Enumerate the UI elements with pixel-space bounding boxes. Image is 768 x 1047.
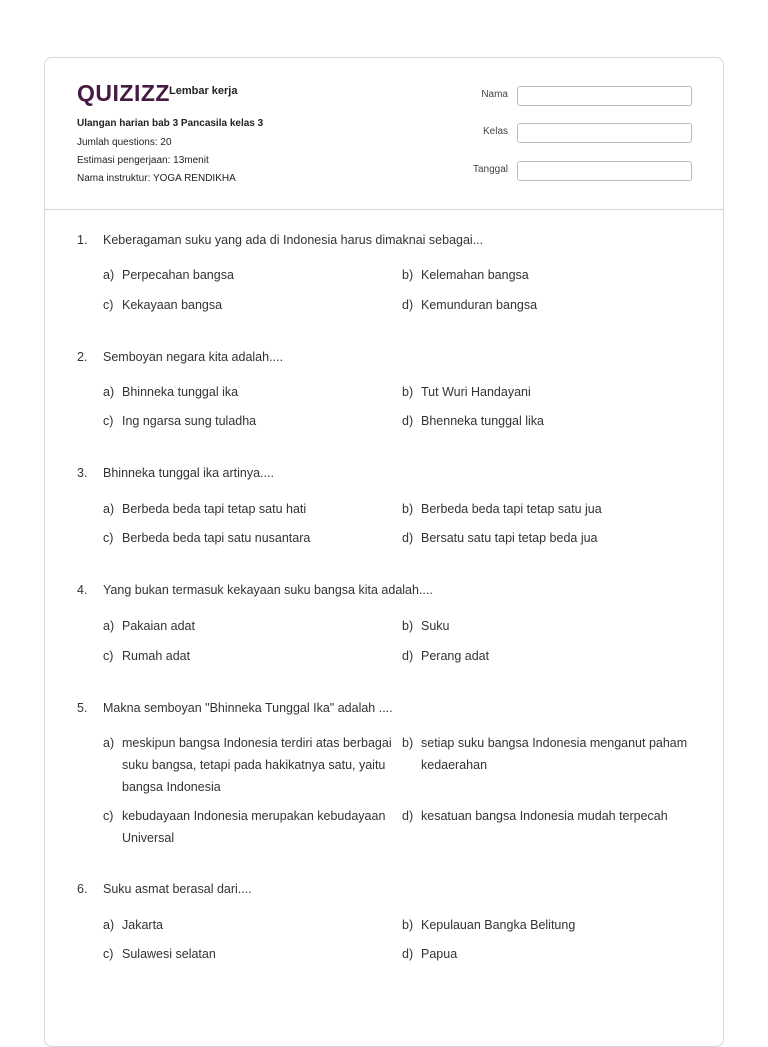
option-text: meskipun bangsa Indonesia terdiri atas berbagai suku bangsa, tetapi pada hakikatnya satu, yaitu bangsa Indonesia: [122, 736, 392, 794]
option-text: Tut Wuri Handayani: [421, 385, 531, 399]
option-text: Berbeda beda tapi tetap satu jua: [421, 502, 602, 516]
option-text: Ing ngarsa sung tuladha: [122, 414, 257, 428]
option-letter: c): [103, 531, 114, 545]
option-letter: d): [402, 947, 414, 961]
option-letter: c): [103, 298, 114, 312]
question-text: Semboyan negara kita adalah....: [103, 350, 283, 364]
question-count: Jumlah questions: 20: [77, 137, 172, 148]
question-text: Keberagaman suku yang ada di Indonesia harus dimaknai sebagai...: [103, 233, 484, 247]
class-field[interactable]: [517, 123, 692, 143]
option-letter: c): [103, 809, 114, 823]
option-letter: a): [103, 268, 115, 282]
option-letter: a): [103, 918, 115, 932]
question-text: Suku asmat berasal dari....: [103, 882, 252, 896]
option-letter: b): [402, 736, 414, 750]
option-text: Kepulauan Bangka Belitung: [421, 918, 576, 932]
option-letter: a): [103, 619, 115, 633]
question-number: 1.: [77, 233, 88, 247]
class-label: Kelas: [482, 126, 508, 137]
option-text: Bhinneka tunggal ika: [122, 385, 239, 399]
option-text: Suku: [421, 619, 450, 633]
option-text: setiap suku bangsa Indonesia menganut paham kedaerahan: [421, 736, 688, 772]
option-text: Papua: [421, 947, 458, 961]
question-text: Makna semboyan "Bhinneka Tunggal Ika" adalah ....: [103, 701, 393, 715]
option-letter: d): [402, 531, 414, 545]
option-text: Kekayaan bangsa: [122, 298, 223, 312]
option-letter: b): [402, 268, 414, 282]
option-text: Rumah adat: [122, 649, 191, 663]
option-letter: a): [103, 502, 115, 516]
instructor-name: Nama instruktur: YOGA RENDIKHA: [77, 173, 236, 184]
worksheet-header: [45, 58, 723, 210]
quizizz-logo: QUIZIZZ: [77, 80, 170, 106]
option-letter: a): [103, 385, 115, 399]
option-text: Bersatu satu tapi tetap beda jua: [421, 531, 598, 545]
option-letter: a): [103, 736, 115, 750]
worksheet: [44, 57, 724, 1047]
option-letter: d): [402, 414, 414, 428]
option-letter: d): [402, 298, 414, 312]
option-text: Kelemahan bangsa: [421, 268, 529, 282]
option-letter: d): [402, 649, 414, 663]
date-field[interactable]: [517, 161, 692, 181]
option-text: Perang adat: [421, 649, 490, 663]
worksheet-label: Lembar kerja: [169, 85, 238, 97]
quiz-title: Ulangan harian bab 3 Pancasila kelas 3: [77, 118, 264, 129]
option-text: Perpecahan bangsa: [122, 268, 234, 282]
name-label: Nama: [481, 89, 508, 100]
option-letter: c): [103, 414, 114, 428]
question-number: 6.: [77, 882, 88, 896]
option-letter: c): [103, 649, 114, 663]
option-letter: b): [402, 619, 414, 633]
option-letter: b): [402, 502, 414, 516]
option-text: Bhenneka tunggal lika: [421, 414, 545, 428]
option-letter: d): [402, 809, 414, 823]
option-letter: b): [402, 918, 414, 932]
question-number: 3.: [77, 466, 88, 480]
option-letter: b): [402, 385, 414, 399]
option-text: Kemunduran bangsa: [421, 298, 538, 312]
option-text: kesatuan bangsa Indonesia mudah terpecah: [421, 809, 668, 823]
question-number: 4.: [77, 583, 88, 597]
option-text: kebudayaan Indonesia merupakan kebudayaan Universal: [122, 809, 386, 845]
question-text: Bhinneka tunggal ika artinya....: [103, 466, 274, 480]
option-letter: c): [103, 947, 114, 961]
option-text: Berbeda beda tapi satu nusantara: [122, 531, 311, 545]
date-label: Tanggal: [472, 164, 508, 175]
option-text: Jakarta: [122, 918, 163, 932]
name-field[interactable]: [517, 86, 692, 106]
time-estimate: Estimasi pengerjaan: 13menit: [77, 155, 209, 166]
question-number: 2.: [77, 350, 88, 364]
option-text: Pakaian adat: [122, 619, 195, 633]
question-number: 5.: [77, 701, 88, 715]
question-text: Yang bukan termasuk kekayaan suku bangsa kita adalah....: [103, 583, 433, 597]
option-text: Berbeda beda tapi tetap satu hati: [122, 502, 307, 516]
option-text: Sulawesi selatan: [122, 947, 216, 961]
